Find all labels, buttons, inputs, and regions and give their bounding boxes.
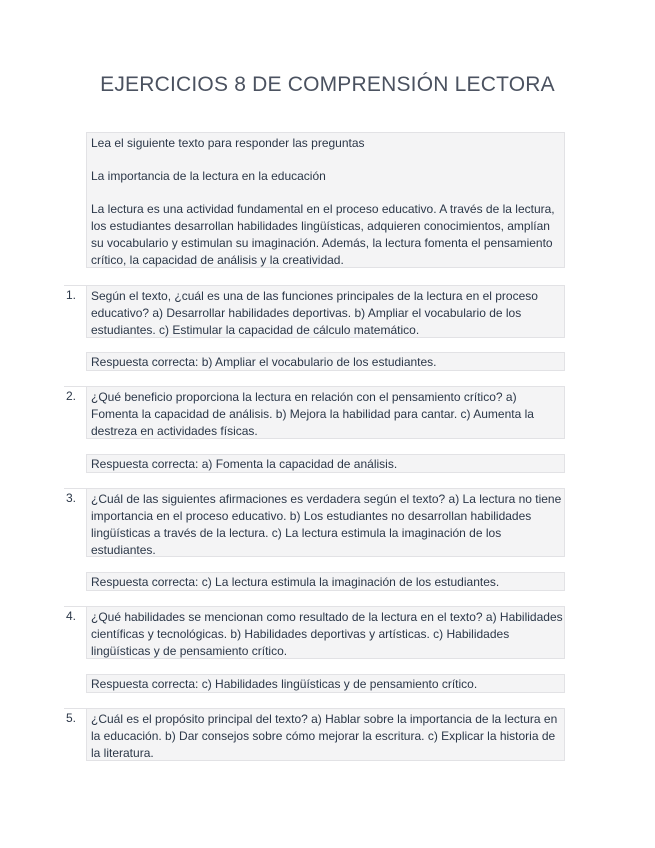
question-box: [86, 606, 565, 659]
answer-box: [86, 572, 565, 591]
question-box: [86, 488, 565, 557]
answer-text: Respuesta correcta: c) Habilidades lingüísticas y de pensamiento crítico.: [91, 677, 478, 691]
question-box: [86, 708, 565, 761]
question-text: Según el texto, ¿cuál es una de las funciones principales de la lectura en el proceso educativo? a) Desarrollar habilidades deportivas. b) Ampliar el vocabulario de los estudiantes. c) Estimular la capacidad de cálculo matemático.: [91, 289, 538, 337]
question-box: [86, 386, 565, 439]
answer-box: [86, 352, 565, 371]
question-text: ¿Cuál de las siguientes afirmaciones es verdadera según el texto? a) La lectura no tiene importancia en el proceso educativo. b) Los estudiantes no desarrollan habilidades lingüísticas a través de la lectura. c) La lectura estimula la imaginación de los estudiantes.: [91, 492, 562, 557]
reading-heading: La importancia de la lectura en la educación: [91, 169, 326, 183]
question-number: 5.: [66, 711, 77, 725]
intro-box: [86, 132, 565, 268]
instruction-text: Lea el siguiente texto para responder las preguntas: [91, 136, 365, 150]
question-text: ¿Qué beneficio proporciona la lectura en relación con el pensamiento crítico? a) Fomenta la capacidad de análisis. b) Mejora la habilidad para cantar. c) Aumenta la destreza en actividades físicas.: [91, 390, 534, 438]
document-title: EJERCICIOS 8 DE COMPRENSIÓN LECTORA: [100, 73, 555, 96]
question-number: 4.: [66, 609, 77, 623]
question-number: 1.: [66, 288, 77, 302]
question-number: 3.: [66, 491, 77, 505]
answer-text: Respuesta correcta: b) Ampliar el vocabulario de los estudiantes.: [91, 355, 437, 369]
question-text: ¿Qué habilidades se mencionan como resultado de la lectura en el texto? a) Habilidades científicas y tecnológicas. b) Habilidades deportivas y artísticas. c) Habilidades lingüísticas y de pensamiento crítico.: [91, 610, 563, 658]
reading-passage: La lectura es una actividad fundamental en el proceso educativo. A través de la lectura, los estudiantes desarrollan habilidades lingüísticas, adquieren conocimientos, amplían su vocabulario y estimulan su imaginación. Además, la lectura fomenta el pensamiento crítico, la capacidad de análisis y la creatividad.: [91, 202, 555, 267]
answer-text: Respuesta correcta: a) Fomenta la capacidad de análisis.: [91, 457, 398, 471]
answer-text: Respuesta correcta: c) La lectura estimula la imaginación de los estudiantes.: [91, 575, 500, 589]
question-number: 2.: [66, 389, 77, 403]
answer-box: [86, 674, 565, 693]
question-box: [86, 285, 565, 338]
answer-box: [86, 454, 565, 473]
question-text: ¿Cuál es el propósito principal del texto? a) Hablar sobre la importancia de la lectura en la educación. b) Dar consejos sobre cómo mejorar la escritura. c) Explicar la historia de la literatura.: [91, 712, 558, 760]
